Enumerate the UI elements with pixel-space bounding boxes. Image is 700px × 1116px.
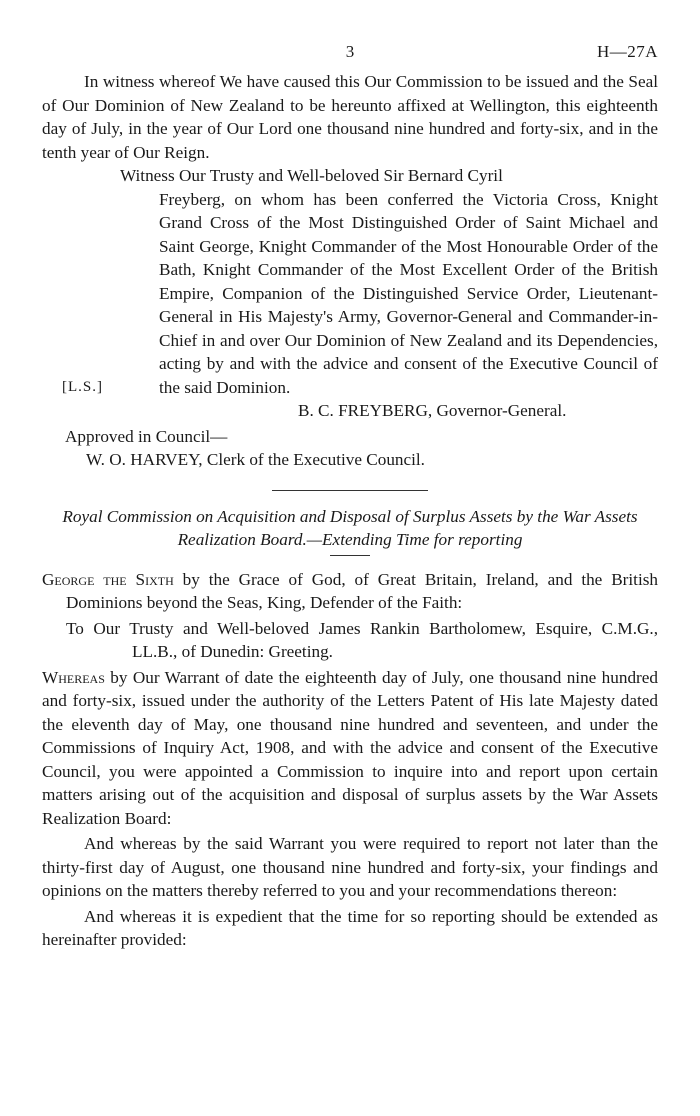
commission-title: Royal Commission on Acquisition and Disposal of Surplus Assets by the War Assets Realization Board.—Extending Time for reporting xyxy=(62,506,638,549)
george-text: by the Grace of God, of Great Britain, Ireland, and the British Dominions beyond the Seas, King, Defender of the Faith: xyxy=(66,569,659,612)
page-number: 3 xyxy=(345,42,355,61)
witness-body: Freyberg, on whom has been conferred the Victoria Cross, Knight Grand Cross of the Most Distinguished Order of Saint Michael and Saint George, Knight Commander of the Most Honourable Order of the Bath, Knight Commander of the Most Excellent Order of the British Empire, Companion of the Distinguished Service Order, Lieutenant-General in His Majesty's Army, Governor-General and Commander-in-Chief in and over Our Dominion of New Zealand and its Dependencies, acting by and with the advice and consent of the Executive Council of the said Dominion. xyxy=(159,189,658,397)
witness-lead-line: Witness Our Trusty and Well-beloved Sir Bernard Cyril xyxy=(120,166,503,185)
whereas-second-paragraph: And whereas by the said Warrant you were required to report not later than the thirty-first day of August, one thousand nine hundred and forty-six, your findings and opinions on the matters thereby referred to you and your recommendations thereon: xyxy=(42,834,658,900)
whereas-text: by Our Warrant of date the eighteenth day of July, one thousand nine hundred and forty-six, issued under the authority of the Letters Patent of His late Majesty dated the eleventh day of May, one thousand nine hundred and seventeen, and under the Commissions of Inquiry Act, 1908, and with the advice and consent of the Executive Council, you were appointed a Commission to inquire into and report upon certain matters arising out of the acquisition and disposal of surplus assets by the War Assets Realization Board: xyxy=(42,667,658,828)
document-reference: H—27A xyxy=(596,42,658,61)
document-page xyxy=(42,40,658,952)
section-divider xyxy=(272,490,428,491)
witness-block xyxy=(42,188,658,400)
clerk-signature: W. O. HARVEY, Clerk of the Executive Council. xyxy=(86,450,425,469)
whereas-third-paragraph: And whereas it is expedient that the time for so reporting should be extended as hereinafter provided: xyxy=(42,906,658,949)
addressee-paragraph: To Our Trusty and Well-beloved James Rankin Bartholomew, Esquire, C.M.G., LL.B., of Dunedin: Greeting. xyxy=(66,618,658,661)
approved-in-council: Approved in Council— xyxy=(65,426,228,446)
whereas-paragraph xyxy=(42,666,658,831)
seal-mark: [L.S.] xyxy=(62,378,103,395)
title-divider xyxy=(330,555,370,556)
witness-paragraph: In witness whereof We have caused this Our Commission to be issued and the Seal of Our Dominion of New Zealand to be hereunto affixed at Wellington, this eighteenth day of July, in the year of Our Lord one thousand nine hundred and forty-six, and in the tenth year of Our Reign. xyxy=(42,72,658,162)
whereas-small-caps: Whereas xyxy=(42,667,105,687)
george-small-caps: George the Sixth xyxy=(42,569,174,589)
george-paragraph xyxy=(42,568,658,615)
governor-signature: B. C. FREYBERG, Governor-General. xyxy=(298,401,567,420)
page-header xyxy=(42,40,658,64)
